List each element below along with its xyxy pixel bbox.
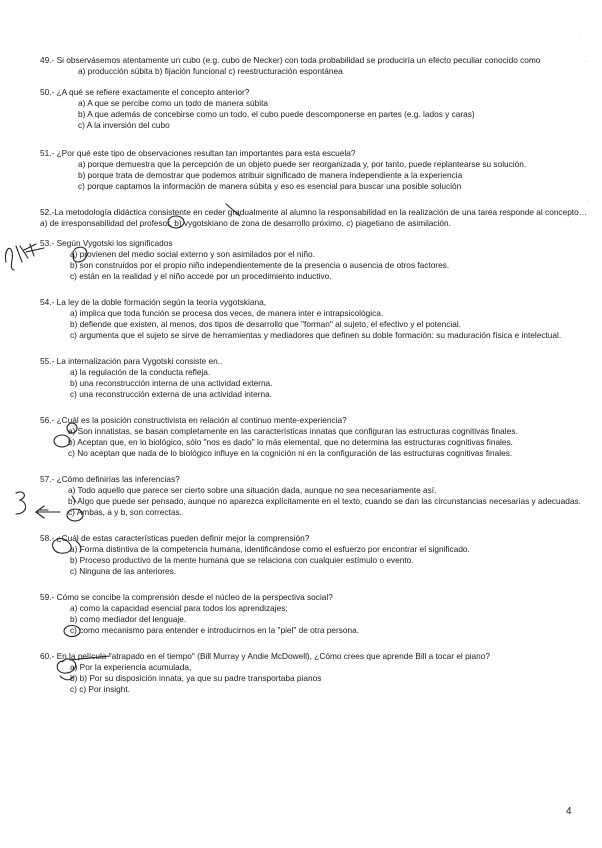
answer-option-b: b) defiende que existen, al menos, dos tipos de desarrollo que "forman" al sujeto, el efectivo y el potencial. [70, 319, 462, 329]
answer-option-c: c) argumenta que el sujeto se sirve de herramientas y mediadores que definen su doble formación: su maduración física e intelectual. [70, 330, 562, 340]
answer-option-a: a) provienen del medio social externo y son asimilados por el niño. [70, 249, 315, 259]
margin-scribble [6, 244, 44, 270]
question-54 [40, 297, 588, 341]
answer-option-a: a) Todo aquello que parece ser cierto sobre una situación dada, aunque no sea necesariamente así. [68, 485, 437, 495]
answer-option-c: c) c) Por insight. [70, 684, 130, 694]
answer-options: a) de irresponsabilidad del profesor, b) vygotskiano de zona de desarrollo próximo, c) piagetiano de asimilación. [40, 218, 451, 228]
answer-option-c: c) Ninguna de las anteriores. [70, 566, 177, 576]
question-text: 52.-La metodología didáctica consistente en ceder gradualmente al alumno la responsabilidad en la realización de una tarea responde al concepto… [40, 207, 588, 217]
answer-option-a: a) Son innatistas, se basan completamente en las características innatas que configuran las estructuras cognitivas finales. [68, 426, 518, 436]
question-49 [40, 55, 588, 77]
answer-option-a: a) como la capacidad esencial para todos los aprendizajes; [70, 603, 288, 613]
answer-option-a: a) Forma distintiva de la competencia humana, identificándose como el esfuerzo por encontrar el significado. [70, 544, 470, 554]
question-58 [40, 533, 588, 577]
question-text: 58.- ¿Cuál de estas características pueden definir mejor la comprensión? [40, 533, 310, 543]
answer-option-a: a) porque demuestra que la percepción de un objeto puede ser reorganizada y, por tanto, puede replantearse su solución. [78, 159, 527, 169]
question-56 [40, 415, 588, 459]
answer-option-b: b) b) Por su disposición innata, ya que su padre transportaba pianos [70, 673, 322, 683]
scan-speck: · [578, 32, 581, 39]
question-51 [40, 148, 588, 192]
answer-option-b: b) una reconstrucción interna de una actividad externa. [70, 378, 273, 388]
question-50 [40, 87, 588, 131]
scan-speck: · [584, 58, 587, 65]
answer-option-a: a) A que se percibe como un todo de manera súbita [78, 98, 269, 108]
margin-number-mark [16, 492, 26, 514]
answer-option-b: b) A que además de concebirse como un todo, el cubo puede descomponerse en partes (e.g. lados y caras) [78, 109, 475, 119]
answer-option-b: b) Proceso productivo de la mente humana que se relaciona con cualquier estímulo o evento. [70, 555, 414, 565]
answer-option-c: c) como mecanismo para entender e introducirnos en la "piel" de otra persona. [70, 625, 360, 635]
question-60 [40, 651, 588, 695]
answer-option-b: b) como mediador del lenguaje. [70, 614, 187, 624]
scan-speck: · [586, 198, 589, 205]
answer-option-a: a) la regulación de la conducta refleja. [70, 367, 211, 377]
answer-option-b: b) son construidos por el propio niño independientemente de la presencia o ausencia de otros factores. [70, 260, 450, 270]
answer-option-c: c) una reconstrucción externa de una actividad interna. [70, 389, 273, 399]
answer-options: a) producción súbita b) fijación funcional c) reestructuración espontánea [78, 66, 343, 76]
answer-option-c: c) están en la realidad y el niño accede por un procedimiento inductivo. [70, 271, 332, 281]
question-text: 54.- La ley de la doble formación según la teoría vygotskiana, [40, 297, 266, 307]
question-text: 59.- Cómo se concibe la comprensión desde el núcleo de la perspectiva social? [40, 592, 333, 602]
question-text: 57.- ¿Cómo definirías las inferencias? [40, 474, 180, 484]
question-text: 49.- Si observásemos atentamente un cubo (e.g. cubo de Necker) con toda probabilidad se produciría un efecto peculiar conocido como [40, 55, 541, 65]
answer-option-c: c) No aceptan que nada de lo biológico influye en la cognición ni en la configuración de las estructuras cognitivas finales. [68, 448, 513, 458]
answer-option-b: b) Algo que puede ser pensado, aunque no aparezca explícitamente en el texto, cuando se dan las circunstancias necesarias y adecuadas. [68, 496, 581, 506]
question-text: 55.- La internalización para Vygotski consiste en.. [40, 356, 223, 366]
question-text: 56.- ¿Cuál es la posición constructivista en relación al continuo mente-experiencia? [40, 415, 347, 425]
answer-option-c: c) A la inversión del cubo [78, 120, 170, 130]
answer-option-c: c) Ambas, a y b, son correctas. [68, 507, 182, 517]
question-text: 53.- Según Vygotski los significados [40, 238, 173, 248]
question-59 [40, 592, 588, 636]
question-text: 51.- ¿Por qué este tipo de observaciones resultan tan importantes para esta escuela? [40, 148, 356, 158]
answer-option-b: b) Aceptan que, en lo biológico, sólo "nos es dado" lo más elemental, que no determina las estructuras cognitivas finales. [68, 437, 513, 447]
question-57 [40, 474, 588, 518]
answer-option-a: a) implica que toda función se procesa dos veces, de manera inter e intrapsicológica. [70, 308, 384, 318]
question-52 [40, 207, 588, 229]
question-55 [40, 356, 588, 400]
page-number: 4 [566, 806, 572, 817]
answer-option-b: b) porque trata de demostrar que podemos atribuir significado de manera independiente a la experiencia [78, 170, 463, 180]
answer-option-c: c) porque captamos la información de manera súbita y eso es esencial para buscar una posible solución [78, 181, 462, 191]
question-53 [40, 238, 588, 282]
question-text: 50.- ¿A qué se refiere exactamente el concepto anterior? [40, 87, 250, 97]
question-text: 60.- En la película "atrapado en el tiempo" (Bill Murray y Andie McDowell), ¿Cómo crees que aprende Bill a tocar el piano? [40, 651, 490, 661]
answer-option-a: a) Por la experiencia acumulada, [70, 662, 192, 672]
